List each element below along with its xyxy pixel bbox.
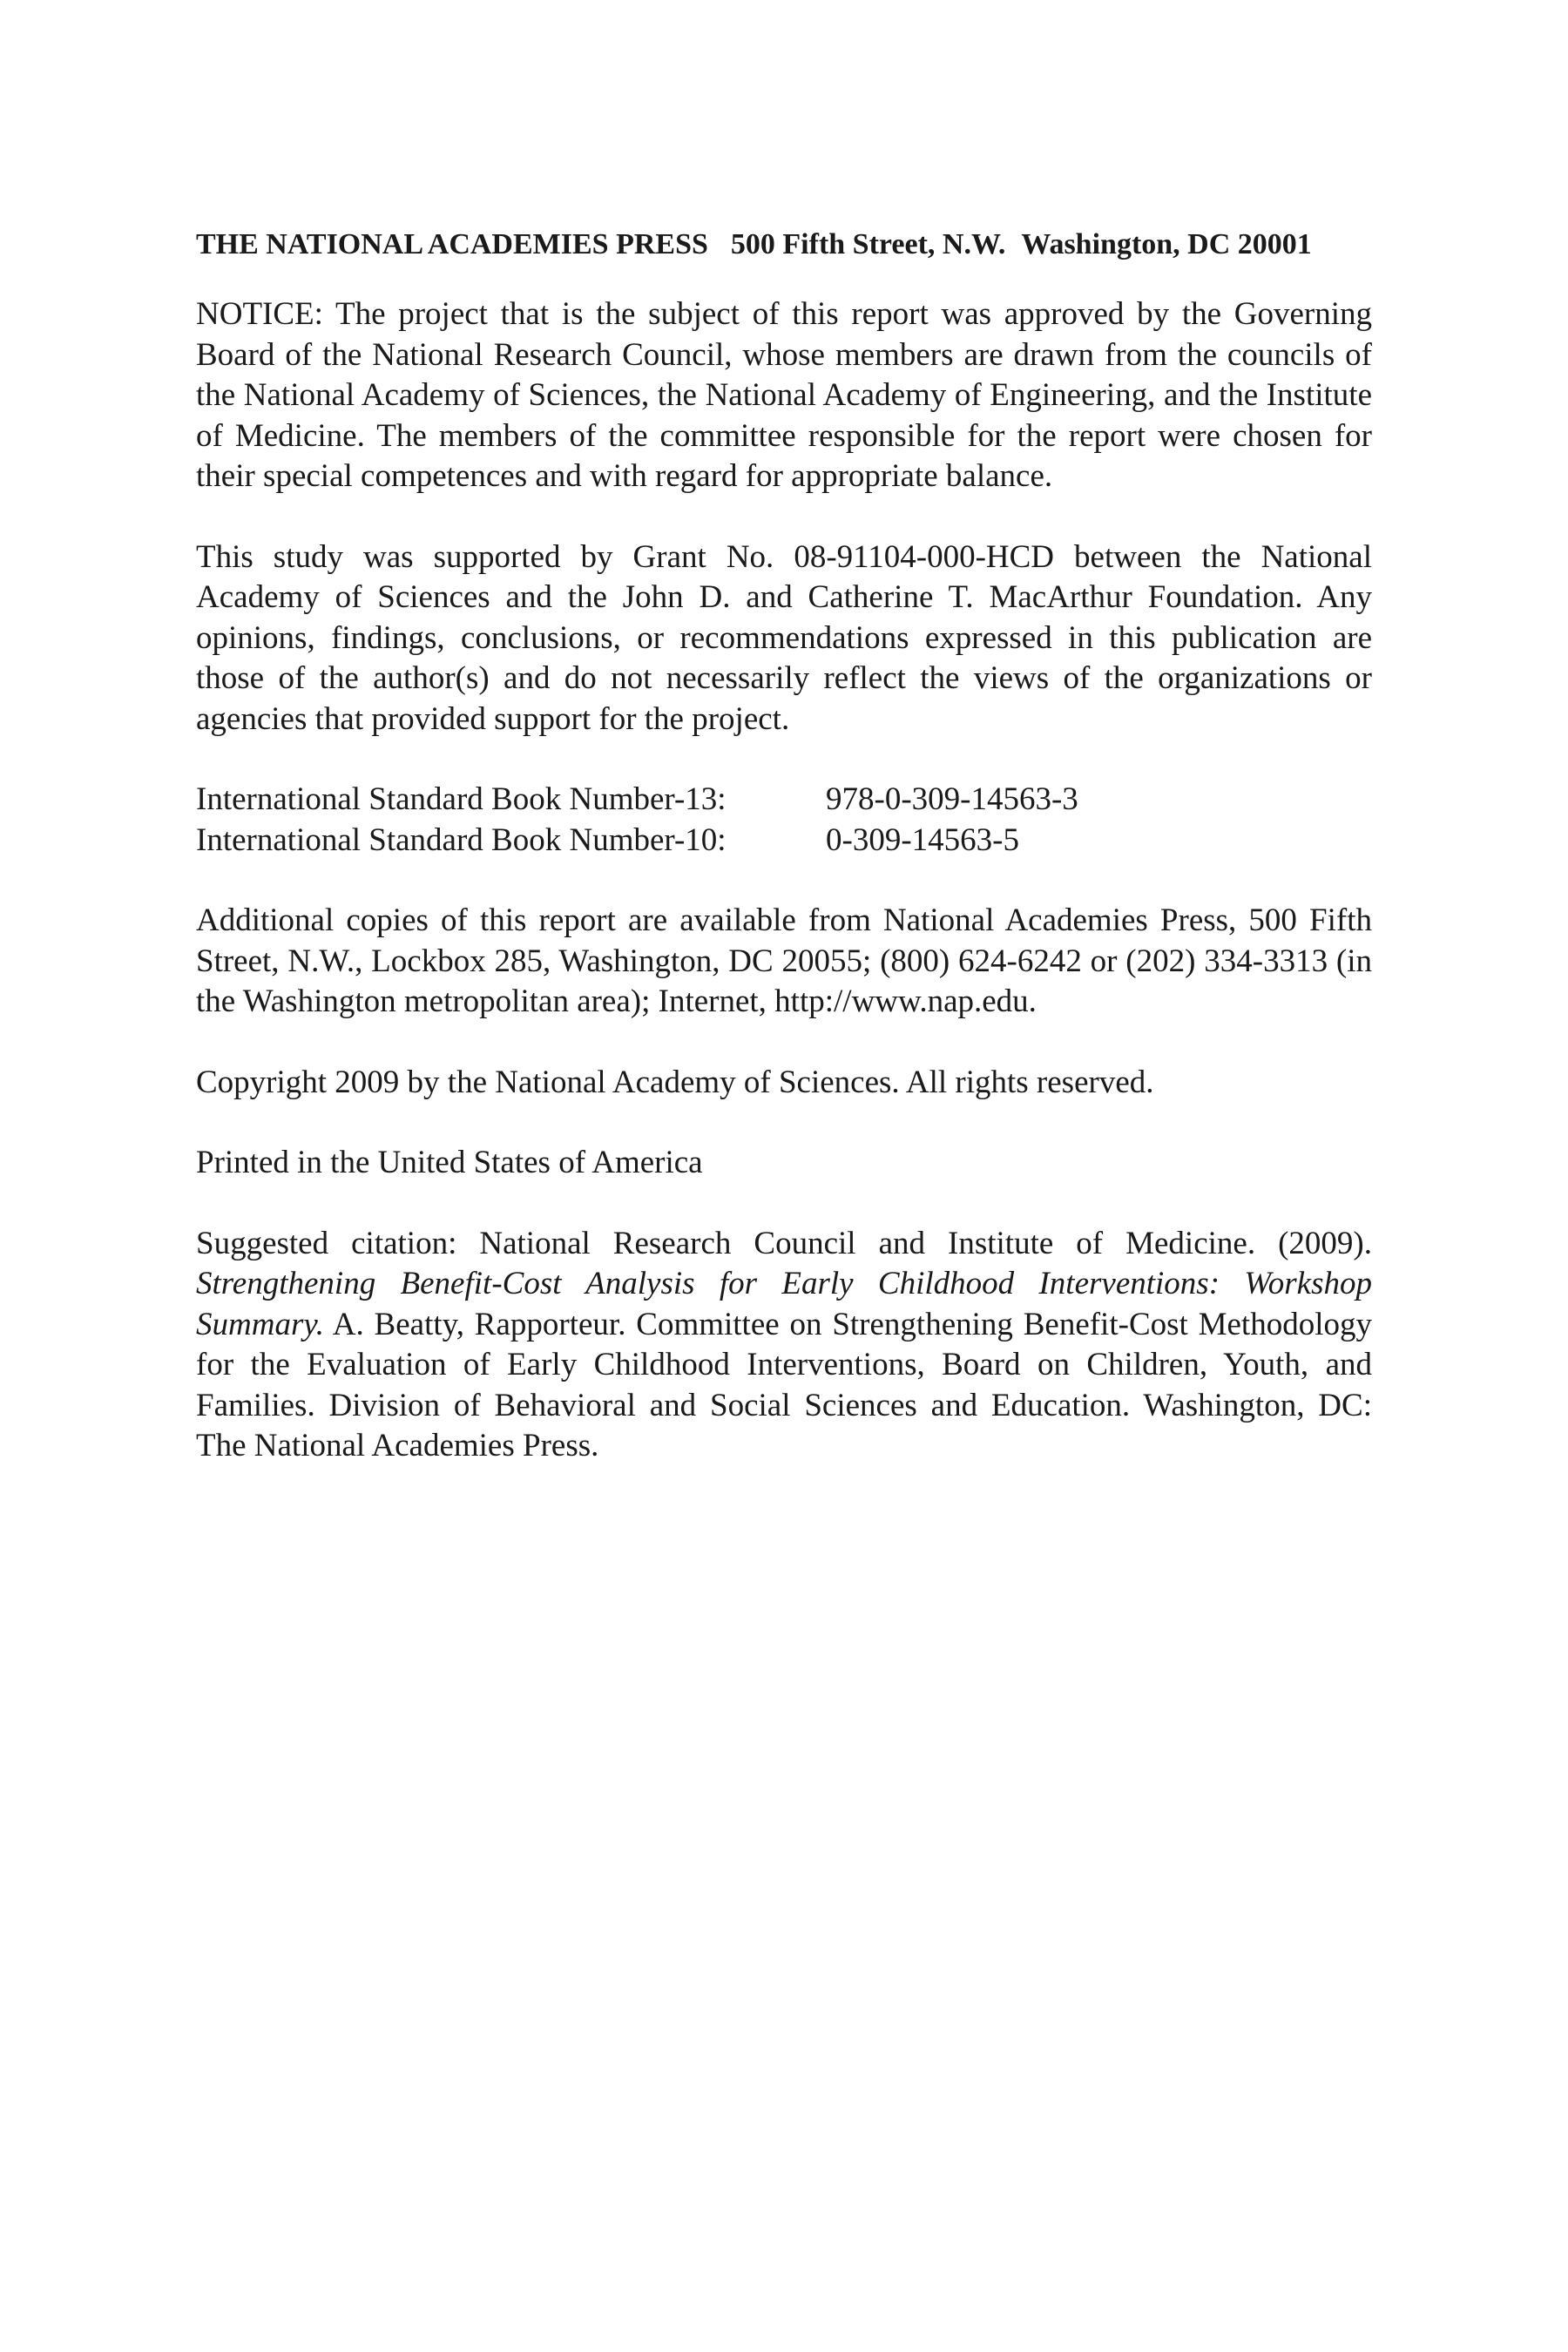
isbn-13-value: 978-0-309-14563-3 [826,781,1078,817]
isbn-13-row [196,780,1372,821]
publisher-street: 500 Fifth Street, N.W. [730,228,1006,260]
page-content [196,225,1372,1507]
citation-rest: A. Beatty, Rapporteur. Committee on Strengthening Benefit-Cost Methodology for the Evaluation of Early Childhood Interventions, Board on Children, Youth, and Families. Division of Behavioral and Social Sciences and Education. Washington, DC: The National Academies Press. [196,1306,1372,1463]
printed-line: Printed in the United States of America [196,1145,703,1180]
publisher-city: Washington, DC 20001 [1021,228,1312,260]
notice-paragraph: NOTICE: The project that is the subject of this report was approved by the Governing Board of the National Research Council, whose members are drawn from the councils of the National Academy of Sciences, the National Academy of Engineering, and the Institute of Medicine. The members of the committee responsible for the report were chosen for their special competences and with regard for appropriate balance. [196,296,1372,494]
copyright-line: Copyright 2009 by the National Academy of Sciences. All rights reserved. [196,1064,1154,1100]
isbn-10-value: 0-309-14563-5 [826,821,1019,858]
citation-lead: Suggested citation: National Research Council and Institute of Medicine. (2009). [196,1225,1372,1261]
isbn-13-label: International Standard Book Number-13: [196,781,727,817]
additional-copies-paragraph: Additional copies of this report are available from National Academies Press, 500 Fifth Street, N.W., Lockbox 285, Washington, DC 20055; (800) 624-6242 or (202) 334-3313 (in the Washington metropolitan area); Internet, http://www.nap.edu. [196,902,1372,1019]
publisher-header [196,225,1372,265]
isbn-block [196,780,1372,861]
citation-title: Strengthening Benefit-Cost Analysis for Early Childhood Interventions: Workshop Summary. [196,1266,1372,1342]
publisher-name: THE NATIONAL ACADEMIES PRESS [196,228,708,260]
support-paragraph: This study was supported by Grant No. 08-91104-000-HCD between the National Academy of Sciences and the John D. and Catherine T. MacArthur Foundation. Any opinions, findings, conclusions, or recommendations expressed in this publication are those of the author(s) and do not necessarily reflect the views of the organizations or agencies that provided support for the project. [196,538,1372,737]
isbn-10-row [196,821,1372,862]
suggested-citation [196,1224,1372,1467]
isbn-10-label: International Standard Book Number-10: [196,821,727,858]
